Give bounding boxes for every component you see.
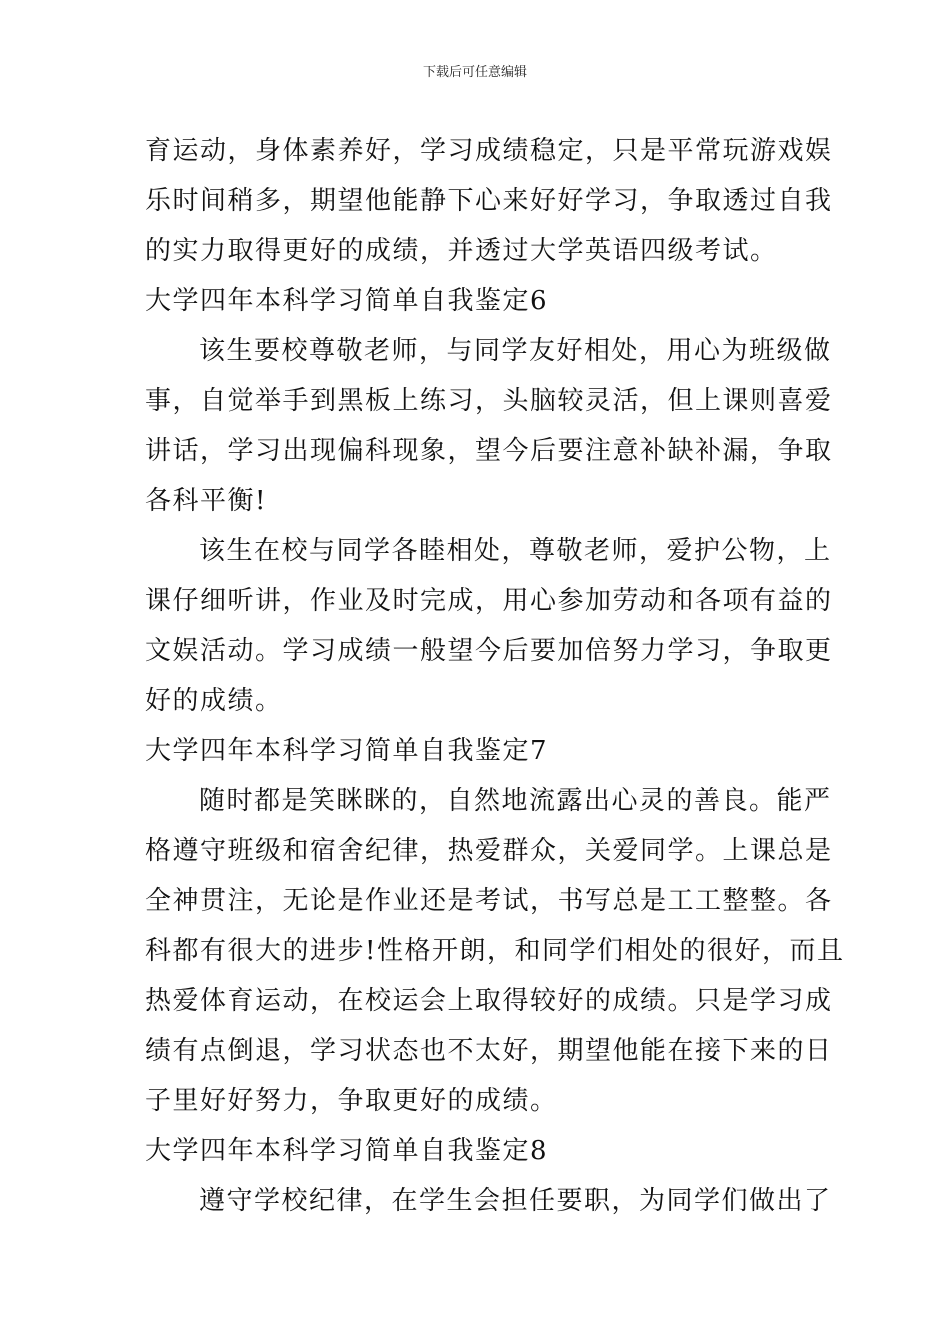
text-line: 各科平衡! [145,486,267,516]
paragraph [145,526,833,726]
text-line: 该生要校尊敬老师，与同学友好相处，用心为班级做 [199,336,832,366]
paragraph [145,126,833,276]
text-line: 好的成绩。 [145,686,283,716]
text-line: 随时都是笑眯眯的，自然地流露出心灵的善良。能严 [199,786,832,816]
text-line: 乐时间稍多，期望他能静下心来好好学习，争取透过自我 [145,186,833,216]
text-line: 课仔细听讲，作业及时完成，用心参加劳动和各项有益的 [145,586,833,616]
text-line: 科都有很大的进步!性格开朗，和同学们相处的很好，而且 [145,936,845,966]
text-line: 的实力取得更好的成绩，并透过大学英语四级考试。 [145,236,778,266]
section-heading: 大学四年本科学习简单自我鉴定7 [145,736,549,766]
text-line: 育运动，身体素养好，学习成绩稳定，只是平常玩游戏娱 [145,136,833,166]
text-line: 子里好好努力，争取更好的成绩。 [145,1086,558,1116]
paragraph [145,776,845,1126]
text-line: 绩有点倒退，学习状态也不太好，期望他能在接下来的日 [145,1036,833,1066]
paragraph [145,1176,832,1226]
text-line: 遵守学校纪律，在学生会担任要职，为同学们做出了 [199,1186,832,1216]
section-heading: 大学四年本科学习简单自我鉴定6 [145,286,549,316]
page-header: 下载后可任意编辑 [422,65,527,80]
text-line: 讲话，学习出现偏科现象，望今后要注意补缺补漏，争取 [145,436,833,466]
text-line: 该生在校与同学各睦相处，尊敬老师，爱护公物，上 [199,536,832,566]
text-line: 文娱活动。学习成绩一般望今后要加倍努力学习，争取更 [145,636,833,666]
text-line: 事，自觉举手到黑板上练习，头脑较灵活，但上课则喜爱 [145,386,833,416]
paragraph [145,326,833,526]
section-heading: 大学四年本科学习简单自我鉴定8 [145,1136,549,1166]
text-line: 全神贯注，无论是作业还是考试，书写总是工工整整。各 [145,886,833,916]
text-line: 热爱体育运动，在校运会上取得较好的成绩。只是学习成 [145,986,833,1016]
document-body [145,126,845,1226]
text-line: 格遵守班级和宿舍纪律，热爱群众，关爱同学。上课总是 [145,836,833,866]
